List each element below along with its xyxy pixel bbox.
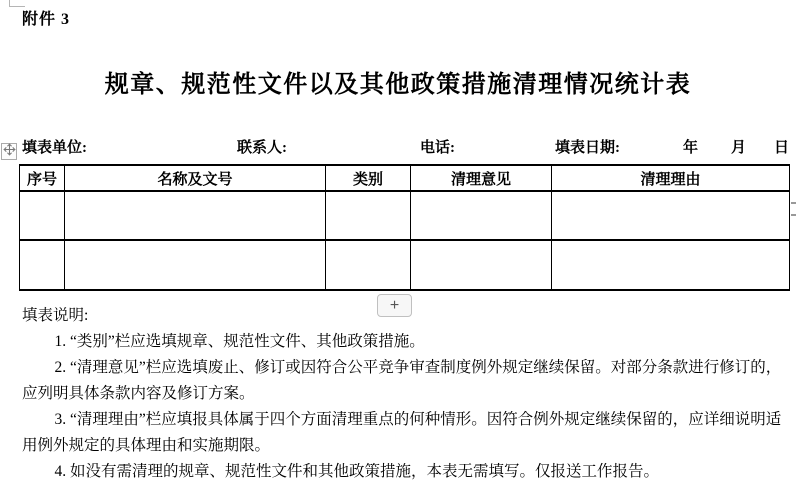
instruction-item: 3. “清理理由”栏应填报具体属于四个方面清理重点的何种情形。因符合例外规定继续保留的，应详细说明适用例外规定的具体理由和实施期限。	[22, 411, 782, 454]
fill-date-label: 填表日期:	[555, 140, 620, 156]
page-title: 规章、规范性文件以及其他政策措施清理情况统计表	[104, 71, 692, 98]
phone-label: 电话:	[420, 140, 455, 156]
instruction-item: 4. 如没有需清理的规章、规范性文件和其他政策措施，本表无需填写。仅报送工作报告。	[54, 463, 660, 480]
scrollbar-fragment	[791, 202, 796, 204]
table-row	[20, 240, 790, 290]
filling-unit-label: 填表单位:	[22, 140, 87, 156]
year-label: 年	[683, 140, 699, 156]
table-move-handle[interactable]	[1, 143, 17, 160]
plus-icon: +	[389, 296, 400, 314]
table-cell[interactable]	[326, 191, 411, 240]
form-info-bar	[0, 136, 796, 158]
table-cell[interactable]	[326, 240, 411, 290]
table-cell[interactable]	[552, 191, 790, 240]
table-header-row	[20, 165, 790, 191]
instruction-item: 1. “类别”栏应选填规章、规范性文件、其他政策措施。	[54, 333, 425, 350]
column-header-category: 类别	[326, 165, 411, 191]
table-cell[interactable]	[20, 240, 65, 290]
table-row	[20, 191, 790, 240]
move-icon	[3, 143, 16, 161]
table-cell[interactable]	[20, 191, 65, 240]
table-cell[interactable]	[65, 240, 326, 290]
contact-person-label: 联系人:	[237, 140, 287, 156]
filling-instructions	[22, 303, 788, 485]
table-cell[interactable]	[411, 191, 552, 240]
column-header-reason: 清理理由	[552, 165, 790, 191]
month-label: 月	[731, 140, 747, 156]
cleanup-statistics-table	[19, 164, 790, 291]
scrollbar-fragment	[791, 214, 796, 216]
column-header-serial: 序号	[20, 165, 65, 191]
attachment-label: 附件 3	[22, 11, 71, 28]
column-header-opinion: 清理意见	[411, 165, 552, 191]
instruction-item: 2. “清理意见”栏应选填废止、修订或因符合公平竞争审查制度例外规定继续保留。对部分条款进行修订的，应列明具体条款内容及修订方案。	[22, 359, 782, 402]
table-cell[interactable]	[552, 240, 790, 290]
day-label: 日	[774, 140, 790, 156]
instructions-heading: 填表说明:	[22, 307, 89, 324]
column-header-name: 名称及文号	[65, 165, 326, 191]
table-cell[interactable]	[411, 240, 552, 290]
table-cell[interactable]	[65, 191, 326, 240]
